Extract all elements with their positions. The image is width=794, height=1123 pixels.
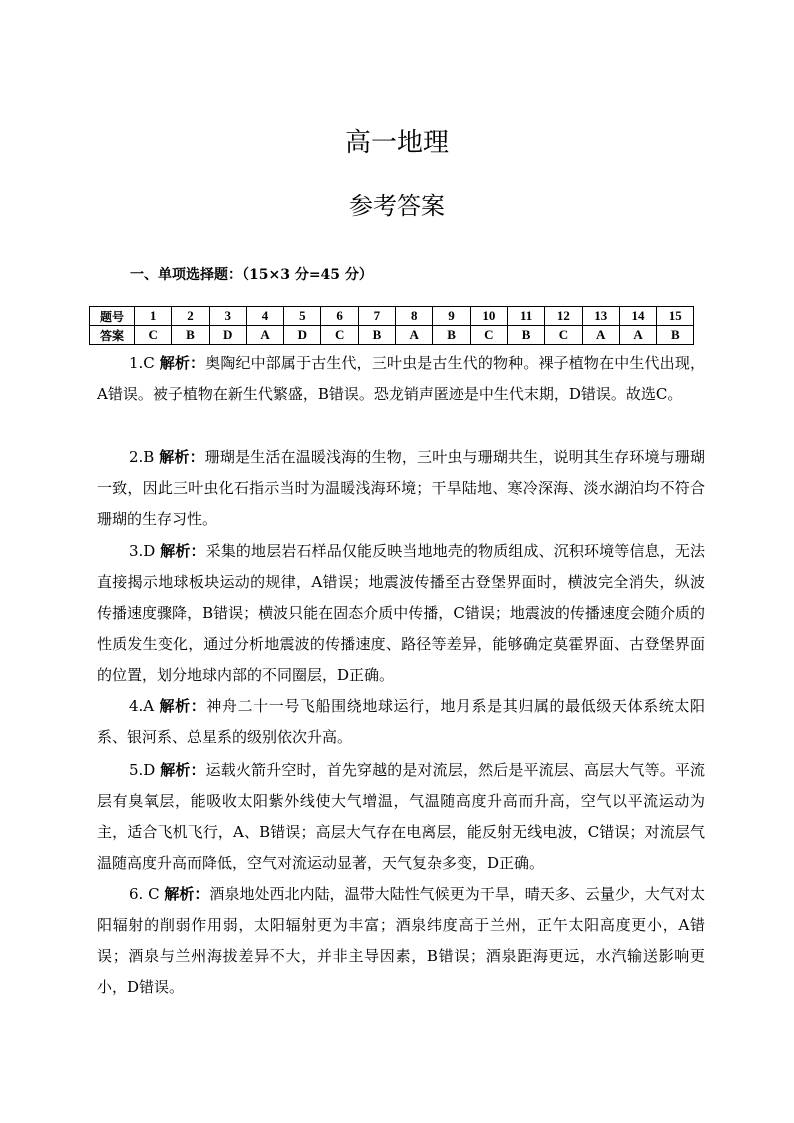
answer-value: B (433, 326, 470, 345)
explanation-4 (97, 691, 705, 753)
question-number: 5 (284, 307, 321, 326)
row-label-answer: 答案 (90, 326, 135, 345)
question-prefix: 2.B (129, 448, 160, 466)
section-heading: 一、单项选择题：（15×3 分=45 分） (130, 267, 373, 283)
question-number: 13 (582, 307, 619, 326)
page-title: 高一地理 (344, 128, 449, 158)
analysis-keyword: 解析： (164, 885, 210, 903)
explanation-2 (97, 442, 705, 535)
answer-table-number-row (90, 307, 694, 326)
question-number: 3 (209, 307, 246, 326)
question-number: 1 (135, 307, 172, 326)
question-number: 8 (396, 307, 433, 326)
question-number: 6 (321, 307, 358, 326)
answer-value: D (284, 326, 321, 345)
question-number: 7 (358, 307, 395, 326)
question-number: 9 (433, 307, 470, 326)
question-number: 11 (507, 307, 544, 326)
explanation-text: 采集的地层岩石样品仅能反映当地地壳的物质组成、沉积环境等信息，无法直接揭示地球板块运动的规律，A错误；地震波传播至古登堡界面时，横波完全消失，纵波传播速度骤降，B错误；横波只能在固态介质中传播，C错误；地震波的传播速度会随介质的性质发生变化，通过分析地震波的传播速度、路径等差异，能够确定莫霍界面、古登堡界面的位置，划分地球内部的不同圈层，D正确。 (97, 542, 705, 684)
question-number: 12 (545, 307, 582, 326)
explanation-3 (97, 536, 705, 691)
explanation-text: 珊瑚是生活在温暖浅海的生物，三叶虫与珊瑚共生，说明其生存环境与珊瑚一致，因此三叶虫化石指示当时为温暖浅海环境；干旱陆地、寒冷深海、淡水湖泊均不符合珊瑚的生存习性。 (97, 448, 705, 528)
question-number: 14 (619, 307, 656, 326)
answer-table (89, 306, 694, 345)
explanation-text: 神舟二十一号飞船围绕地球运行，地月系是其归属的最低级天体系统太阳系、银河系、总星系的级别依次升高。 (97, 697, 705, 746)
question-prefix: 6. C (129, 885, 165, 903)
explanation-text: 酒泉地处西北内陆，温带大陆性气候更为干旱，晴天多、云量少，大气对太阳辐射的削弱作用弱，太阳辐射更为丰富；酒泉纬度高于兰州，正午太阳高度更小，A错误；酒泉与兰州海拔差异不大，并非主导因素，B错误；酒泉距海更远，水汽输送影响更小，D错误。 (97, 885, 705, 996)
analysis-keyword: 解析： (160, 761, 206, 779)
answer-value: A (396, 326, 433, 345)
question-prefix: 3.D (129, 542, 161, 560)
page-subtitle: 参考答案 (349, 192, 445, 220)
question-number: 15 (657, 307, 694, 326)
analysis-keyword: 解析： (160, 542, 206, 560)
answer-value: B (358, 326, 395, 345)
explanation-text: 运载火箭升空时，首先穿越的是对流层，然后是平流层、高层大气等。平流层有臭氧层，能吸收太阳紫外线使大气增温，气温随高度升高而升高，空气以平流运动为主，适合飞机飞行，A、B错误；高层大气存在电离层，能反射无线电波，C错误；对流层气温随高度升高而降低，空气对流运动显著，天气复杂多变，D正确。 (97, 761, 705, 872)
explanation-1 (97, 348, 705, 410)
answer-value: C (470, 326, 507, 345)
explanation-5 (97, 755, 705, 879)
answer-value: C (321, 326, 358, 345)
question-number: 10 (470, 307, 507, 326)
explanation-text: 奥陶纪中部属于古生代，三叶虫是古生代的物种。裸子植物在中生代出现，A错误。被子植物在新生代繁盛，B错误。恐龙销声匿迹是中生代末期，D错误。故选C。 (97, 354, 705, 403)
question-number: 4 (246, 307, 283, 326)
answer-value: A (246, 326, 283, 345)
analysis-keyword: 解析： (159, 697, 207, 715)
question-number: 2 (172, 307, 209, 326)
answer-value: C (545, 326, 582, 345)
answer-value: A (582, 326, 619, 345)
analysis-keyword: 解析： (159, 354, 206, 372)
explanation-6 (97, 879, 705, 1003)
answer-value: A (619, 326, 656, 345)
question-prefix: 5.D (129, 761, 161, 779)
question-prefix: 4.A (129, 697, 160, 715)
row-label-number: 题号 (90, 307, 135, 326)
question-prefix: 1.C (129, 354, 160, 372)
answer-value: D (209, 326, 246, 345)
answer-value: C (135, 326, 172, 345)
answer-value: B (507, 326, 544, 345)
answer-table-answer-row (90, 326, 694, 345)
analysis-keyword: 解析： (159, 448, 205, 466)
answer-value: B (657, 326, 694, 345)
answer-value: B (172, 326, 209, 345)
